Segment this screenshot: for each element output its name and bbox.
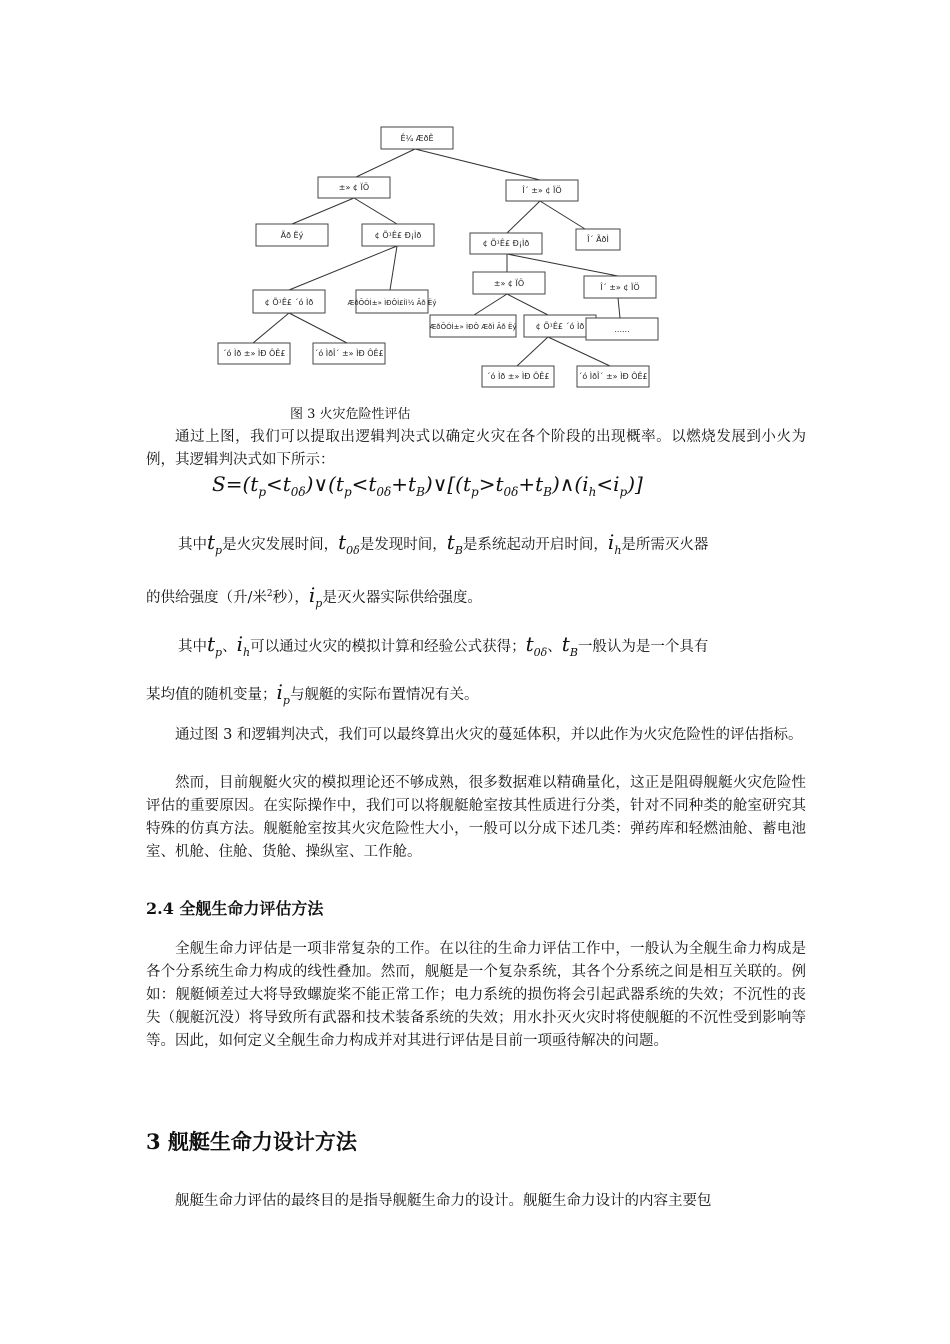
tree-node-label: ±» ¢ ÏÖ — [493, 279, 525, 288]
tree-node — [348, 290, 437, 313]
tree-node-label: ´ó ÌðÎ´ ±» ÌÐ ÔÊ£ — [314, 349, 384, 358]
section-heading-3: 3 舰艇生命力设计方法 — [146, 1129, 357, 1154]
paragraph-logic-intro: 通过上图，我们可以提取出逻辑判决式以确定火灾在各个阶段的出现概率。以燃烧发展到小火为例，其逻辑判决式如下所示： — [146, 429, 806, 468]
fire-risk-tree-diagram — [0, 0, 950, 400]
variable-definition-line-1: 其中$t_p$是火灾发展时间，$t_{0\delta}$是发现时间，$t_B$是系统起动开启时间，$i_h$是所需灭火器 — [178, 530, 709, 557]
tree-node — [584, 276, 656, 298]
tree-node-label: ´ó Ìð ±» ÌÐ ÔÊ£ — [222, 349, 286, 358]
tree-node — [256, 224, 328, 246]
tree-node — [313, 343, 385, 364]
tree-node — [253, 290, 325, 313]
tree-node-label: Î´ ±» ¢ ÏÖ — [522, 186, 562, 195]
paragraph-fire-simulation: 然而，目前舰艇火灾的模拟理论还不够成熟，很多数据难以精确量化，这正是阻碍舰艇火灾危险性评估的重要原因。在实际操作中，我们可以将舰艇舱室按其性质进行分类，针对不同种类的舱室研究其特殊的仿真方法。舰艇舱室按其火灾危险性大小，一般可以分成下述几类：弹药库和轻燃油舱、蓄电池室、机舱、住舱、货舱、操纵室、工作舱。 — [146, 775, 806, 860]
tree-node — [506, 180, 578, 201]
tree-node — [470, 233, 542, 254]
tree-node — [576, 229, 620, 250]
tree-node — [429, 315, 516, 337]
tree-node — [577, 366, 649, 387]
paragraph-ship-survivability: 全舰生命力评估是一项非常复杂的工作。在以往的生命力评估工作中，一般认为全舰生命力构成是各个分系统生命力构成的线性叠加。然而，舰艇是一个复杂系统，其各个分系统之间是相互关联的。例如：舰艇倾差过大将导致螺旋桨不能正常工作；电力系统的损伤将会引起武器系统的失效；不沉性的丧失（舰艇沉没）将导致所有武器和技术装备系统的失效；用水扑灭火灾时将使舰艇的不沉性受到影响等等。因此，如何定义全舰生命力构成并对其进行评估是目前一项亟待解决的问题。 — [146, 941, 806, 1049]
tree-node-label: Î´ ÃðÌ — [587, 235, 609, 244]
variable-definition-line-4: 某均值的随机变量；$i_p$与舰艇的实际布置情况有关。 — [146, 680, 479, 707]
tree-node — [218, 343, 290, 364]
tree-node — [381, 127, 453, 149]
paragraph-fire-volume: 通过图 3 和逻辑判决式，我们可以最终算出火灾的蔓延体积，并以此作为火灾危险性的评估指标。 — [175, 727, 803, 743]
tree-node-label: ¢ Õ¹Ê£ Ð¡Ìð — [374, 231, 422, 240]
paragraph-design-method: 舰艇生命力评估的最终目的是指导舰艇生命力的设计。舰艇生命力设计的内容主要包 — [175, 1193, 712, 1209]
tree-node-label: ...... — [614, 325, 630, 334]
tree-node-label: ´ó ÌðÎ´ ±» ÌÐ ÔÊ£ — [578, 372, 648, 381]
tree-node-label: Ãð Ëý — [280, 231, 304, 240]
tree-node-label: ¢ Õ¹Ê£ Ð¡Ìð — [482, 239, 530, 248]
logic-formula: $S=(t_p<t_{0\delta})\vee(t_p<t_{0\delta}+t_B)\vee[(t_p>t_{0\delta}+t_B)\wedge(i_h<i_p)]$ — [212, 472, 643, 499]
tree-node-label: ¢ Õ¹Ê£ ´ó Ìð — [535, 322, 585, 331]
tree-node — [318, 177, 390, 198]
tree-node-label: Î´ ±» ¢ ÏÖ — [600, 283, 640, 292]
figure-caption: 图 3 火灾危险性评估 — [290, 407, 411, 422]
tree-node-label: ±» ¢ ÏÖ — [338, 183, 370, 192]
tree-node-label: ÆðÕÓÌ±» ÌÐÔÌ£Ìì½ Ãð Ëý — [347, 299, 437, 307]
tree-node — [473, 272, 545, 294]
tree-node — [524, 315, 596, 337]
tree-node — [482, 366, 554, 387]
tree-node-label: Ê¼ ÆðÊ — [400, 134, 434, 143]
variable-definition-line-3: 其中$t_p$、$i_h$可以通过火灾的模拟计算和经验公式获得；$t_{0\delta}$、$t_B$一般认为是一个具有 — [178, 632, 709, 659]
tree-node-label: ÆðÕÓÌ±» ÌÐÔ ÆðÌ Ãð Ëý — [429, 323, 517, 331]
tree-node — [362, 224, 434, 246]
variable-definition-line-2: 的供给强度（升/米$^2$秒），$i_p$是灭火器实际供给强度。 — [146, 583, 482, 610]
section-heading-2-4: 2.4 全舰生命力评估方法 — [146, 899, 324, 918]
tree-node-label: ¢ Õ¹Ê£ ´ó Ìð — [264, 298, 314, 307]
tree-node-label: ´ó Ìð ±» ÌÐ ÔÊ£ — [486, 372, 550, 381]
tree-node — [586, 318, 658, 340]
